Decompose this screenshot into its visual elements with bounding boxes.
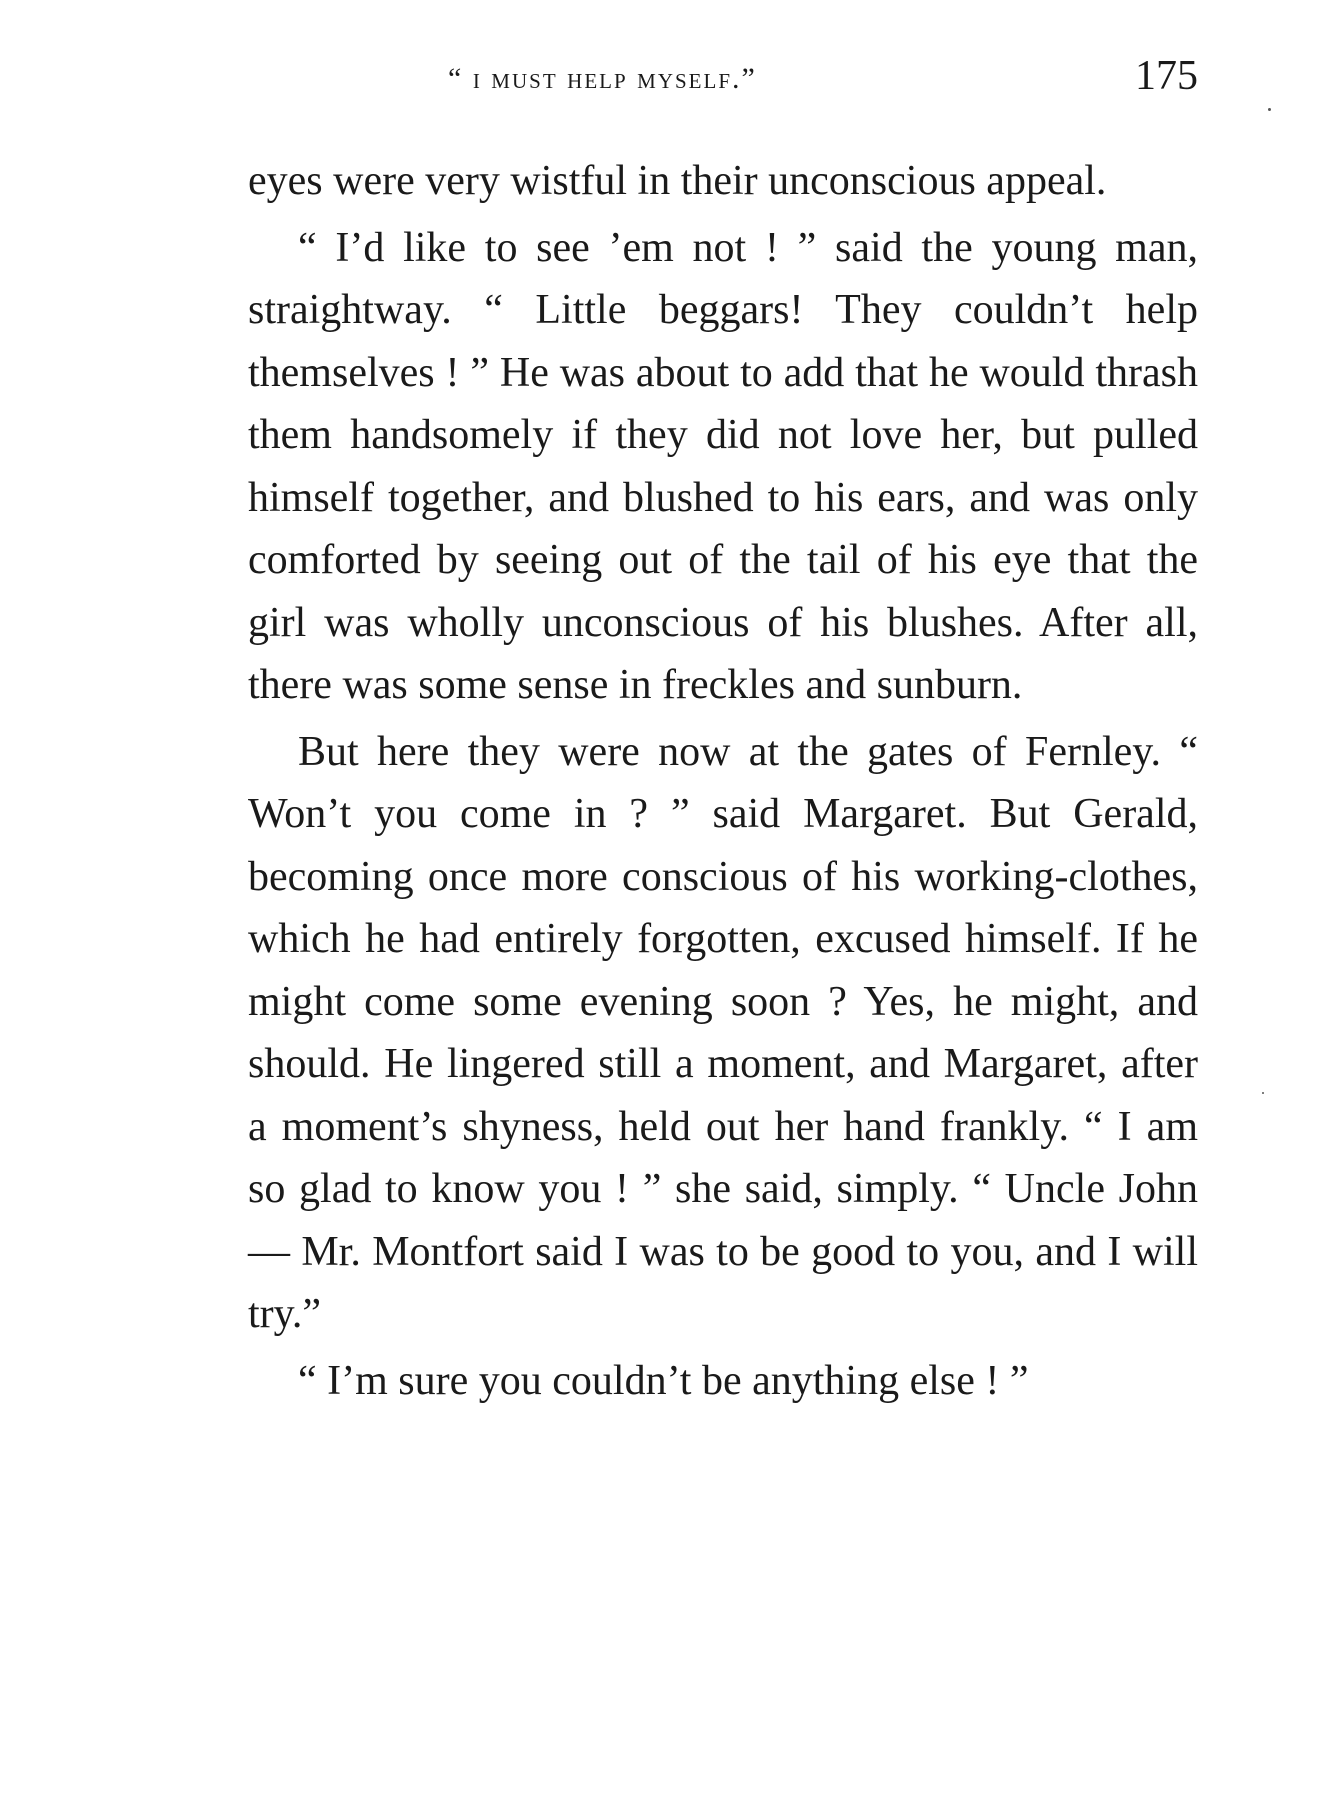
page-number: 175 bbox=[1135, 53, 1198, 99]
paper-speck bbox=[1268, 108, 1271, 111]
paragraph: But here they were now at the gates of Fernley. “ Won’t you come in ? ” said Margaret. But Gerald, becoming once more conscious of his working-clothes, which he had entirely forgotten, excused himself. If he might come some evening soon ? Yes, he might, and should. He lingered still a moment, and Margaret, after a moment’s shyness, held out her hand frankly. “ I am so glad to know you ! ” she said, simply. “ Uncle John — Mr. Montfort said I was to be good to you, and I will try.” bbox=[248, 728, 1198, 1337]
paper-speck bbox=[1262, 1092, 1264, 1094]
paragraph-continuation: eyes were very wistful in their unconscious appeal. bbox=[248, 158, 1107, 204]
body-text bbox=[248, 150, 1198, 1416]
running-head bbox=[248, 52, 1198, 112]
running-title: “ i must help myself.” bbox=[448, 62, 757, 95]
paragraph: “ I’m sure you couldn’t be anything else ! ” bbox=[298, 1357, 1029, 1404]
paragraph: “ I’d like to see ’em not ! ” said the young man, straightway. “ Little beggars! They couldn’t help themselves ! ” He was about to add that he would thrash them handsomely if they did not love her, but pulled himself together, and blushed to his ears, and was only comforted by seeing out of the tail of his eye that the girl was wholly unconscious of his blushes. After all, there was some sense in freckles and sunburn. bbox=[248, 224, 1198, 708]
